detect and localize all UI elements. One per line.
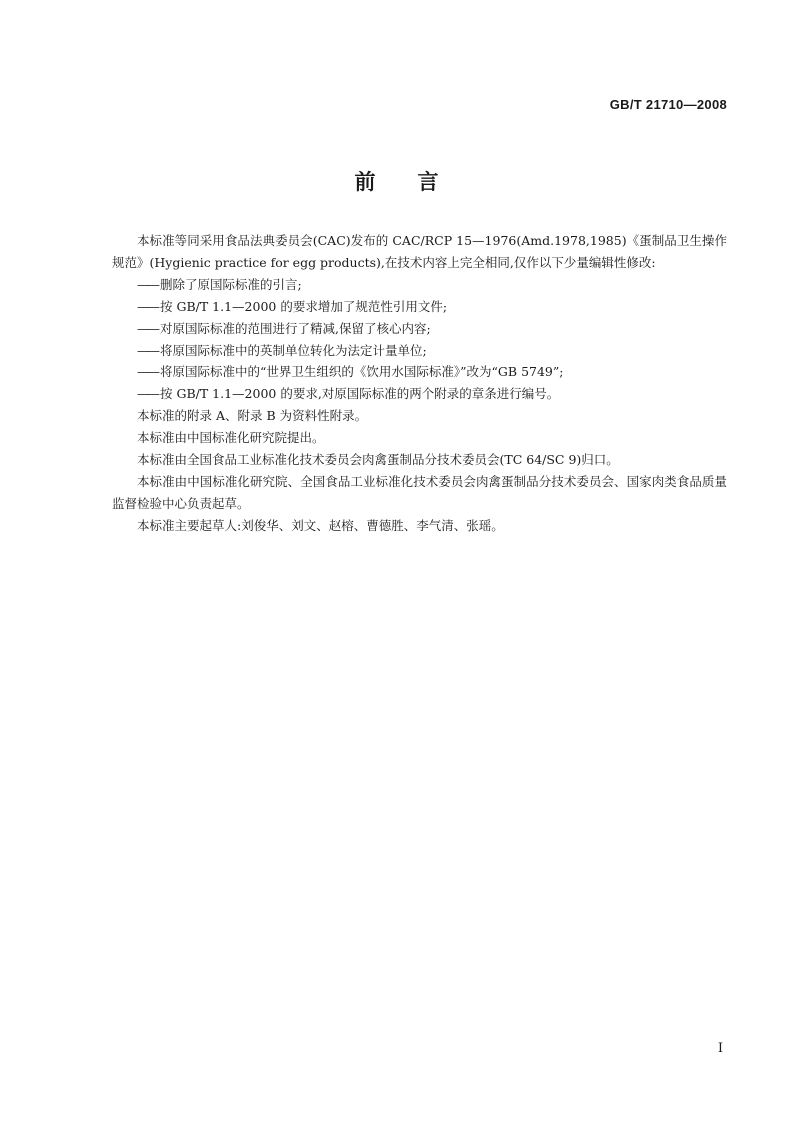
list-item	[112, 383, 727, 405]
dash-marker: ——	[137, 320, 158, 336]
list-item-text: 将原国际标准中的英制单位转化为法定计量单位;	[160, 342, 427, 358]
centralized-paragraph: 本标准由全国食品工业标准化技术委员会肉禽蛋制品分技术委员会(TC 64/SC 9)归口。	[137, 452, 619, 468]
list-item-text: 按 GB/T 1.1—2000 的要求增加了规范性引用文件;	[160, 298, 448, 314]
dash-marker: ——	[137, 342, 158, 358]
standard-number: GB/T 21710—2008	[609, 97, 727, 112]
drafting-units-paragraph: 本标准由中国标准化研究院、全国食品工业标准化技术委员会肉禽蛋制品分技术委员会、国家肉类食品质量监督检验中心负责起草。	[112, 473, 727, 511]
list-item-text: 删除了原国际标准的引言;	[160, 276, 302, 292]
list-item-text: 将原国际标准中的“世界卫生组织的《饮用水国际标准》”改为“GB 5749”;	[160, 364, 564, 380]
intro-paragraph: 本标准等同采用食品法典委员会(CAC)发布的 CAC/RCP 15—1976(Amd.1978,1985)《蛋制品卫生操作规范》(Hygienic practice for egg products),在技术内容上完全相同,仅作以下少量编辑性修改:	[112, 233, 727, 270]
list-item	[112, 318, 727, 340]
list-item-text: 对原国际标准的范围进行了精减,保留了核心内容;	[160, 320, 431, 336]
proposer-paragraph: 本标准由中国标准化研究院提出。	[137, 430, 325, 446]
list-item	[112, 340, 727, 362]
modification-list	[112, 274, 727, 405]
list-item	[112, 361, 727, 383]
dash-marker: ——	[137, 364, 158, 380]
dash-marker: ——	[137, 386, 158, 402]
page-number: I	[717, 1041, 723, 1056]
list-item	[112, 296, 727, 318]
page-title: 前言	[354, 170, 481, 194]
list-item	[112, 274, 727, 296]
annex-note-paragraph: 本标准的附录 A、附录 B 为资料性附录。	[137, 408, 368, 424]
dash-marker: ——	[137, 276, 158, 292]
document-body	[112, 230, 727, 537]
drafters-paragraph: 本标准主要起草人:刘俊华、刘文、赵榕、曹德胜、李气清、张瑶。	[137, 517, 504, 533]
dash-marker: ——	[137, 298, 158, 314]
list-item-text: 按 GB/T 1.1—2000 的要求,对原国际标准的两个附录的章条进行编号。	[160, 386, 560, 402]
